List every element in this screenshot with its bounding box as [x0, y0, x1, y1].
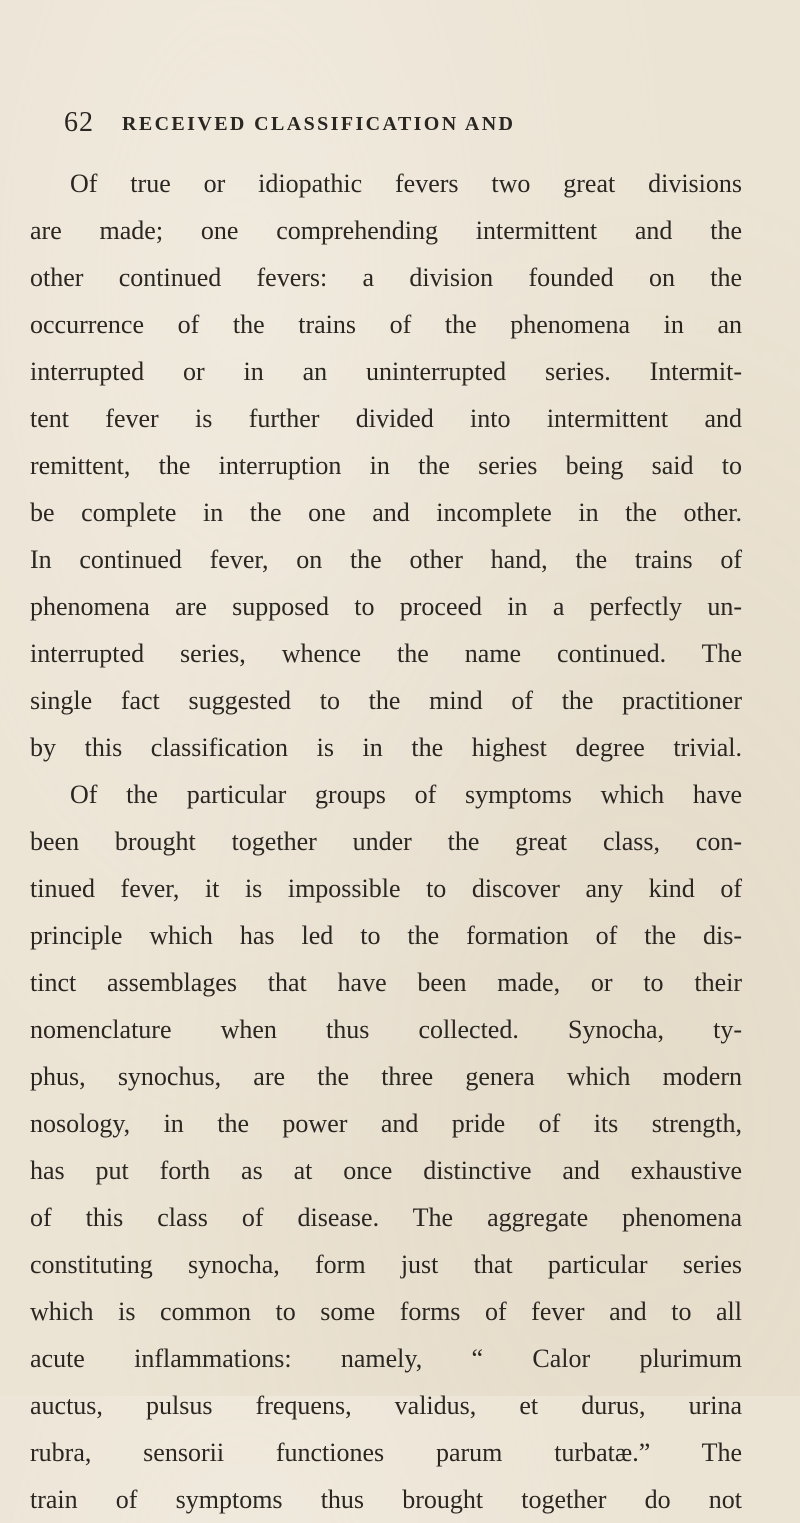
text-line: tinued fever, it is impossible to discover any kind of — [30, 874, 742, 903]
text-line: occurrence of the trains of the phenomena in an — [30, 310, 742, 339]
text-line: interrupted series, whence the name continued. The — [30, 639, 742, 668]
running-head — [64, 106, 740, 140]
text-line: Of the particular groups of symptoms which have — [70, 780, 742, 809]
text-line: been brought together under the great class, con- — [30, 827, 742, 856]
body-text — [30, 160, 742, 1523]
text-line: acute inflammations: namely, “ Calor plurimum — [30, 1344, 742, 1373]
running-title: RECEIVED CLASSIFICATION AND — [122, 113, 516, 135]
text-line: are made; one comprehending intermittent and the — [30, 216, 742, 245]
text-line: auctus, pulsus frequens, validus, et durus, urina — [30, 1391, 742, 1420]
text-line: tent fever is further divided into intermittent and — [30, 404, 742, 433]
text-line: rubra, sensorii functiones parum turbatæ.” The — [30, 1438, 742, 1467]
text-line: other continued fevers: a division founded on the — [30, 263, 742, 292]
text-line: by this classification is in the highest degree trivial. — [30, 733, 742, 762]
text-line: Of true or idiopathic fevers two great divisions — [70, 169, 742, 198]
text-line: single fact suggested to the mind of the practitioner — [30, 686, 742, 715]
text-line: which is common to some forms of fever and to all — [30, 1297, 742, 1326]
text-line: nomenclature when thus collected. Synocha, ty- — [30, 1015, 742, 1044]
text-line: constituting synocha, form just that particular series — [30, 1250, 742, 1279]
text-line: has put forth as at once distinctive and exhaustive — [30, 1156, 742, 1185]
text-line: phenomena are supposed to proceed in a perfectly un- — [30, 592, 742, 621]
text-line: tinct assemblages that have been made, or to their — [30, 968, 742, 997]
text-line: nosology, in the power and pride of its strength, — [30, 1109, 742, 1138]
text-line: be complete in the one and incomplete in the other. — [30, 498, 742, 527]
text-line: of this class of disease. The aggregate phenomena — [30, 1203, 742, 1232]
text-line: remittent, the interruption in the series being said to — [30, 451, 742, 480]
text-line: phus, synochus, are the three genera which modern — [30, 1062, 742, 1091]
text-line: In continued fever, on the other hand, the trains of — [30, 545, 742, 574]
text-line: interrupted or in an uninterrupted series. Intermit- — [30, 357, 742, 386]
text-line: train of symptoms thus brought together do not — [30, 1485, 742, 1514]
text-line: principle which has led to the formation of the dis- — [30, 921, 742, 950]
page-number: 62 — [64, 107, 94, 138]
